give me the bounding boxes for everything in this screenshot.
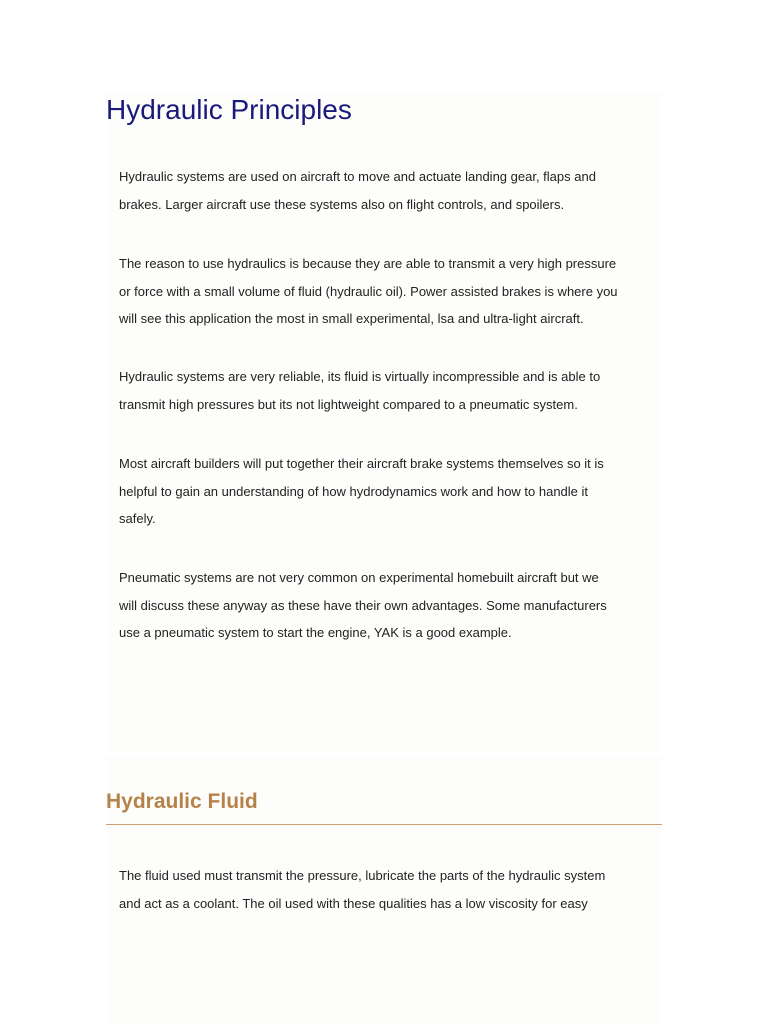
text-line: Pneumatic systems are not very common on experimental homebuilt aircraft but we (119, 570, 599, 585)
paragraph (119, 250, 659, 333)
text-line: transmit high pressures but its not lightweight compared to a pneumatic system. (119, 396, 578, 412)
paragraph (119, 450, 659, 533)
paragraph (119, 163, 659, 218)
paragraph (119, 564, 659, 647)
text-line: The fluid used must transmit the pressure, lubricate the parts of the hydraulic system (119, 868, 606, 883)
text-line: helpful to gain an understanding of how hydrodynamics work and how to handle it (119, 483, 589, 499)
paragraph (119, 363, 659, 418)
text-line: brakes. Larger aircraft use these systems also on flight controls, and spoilers. (119, 196, 565, 212)
text-line: use a pneumatic system to start the engine, YAK is a good example. (119, 625, 512, 640)
text-line: Hydraulic systems are very reliable, its fluid is virtually incompressible and is able to (119, 369, 601, 384)
text-line: safely. (119, 511, 156, 526)
paragraph (119, 862, 659, 917)
text-line: Hydraulic systems are used on aircraft to move and actuate landing gear, flaps and (119, 169, 596, 184)
text-line: The reason to use hydraulics is because they are able to transmit a very high pressure (119, 256, 617, 271)
text-line: will discuss these anyway as these have their own advantages. Some manufacturers (119, 597, 607, 613)
page-title: Hydraulic Principles (106, 94, 352, 125)
text-line: Most aircraft builders will put together their aircraft brake systems themselves so it is (119, 456, 604, 471)
heading-divider (106, 824, 662, 825)
section-heading: Hydraulic Fluid (106, 790, 258, 813)
text-line: will see this application the most in small experimental, lsa and ultra-light aircraft. (119, 311, 584, 326)
text-line: and act as a coolant. The oil used with these qualities has a low viscosity for easy (119, 895, 588, 911)
text-line: or force with a small volume of fluid (hydraulic oil). Power assisted brakes is where you (119, 283, 618, 299)
